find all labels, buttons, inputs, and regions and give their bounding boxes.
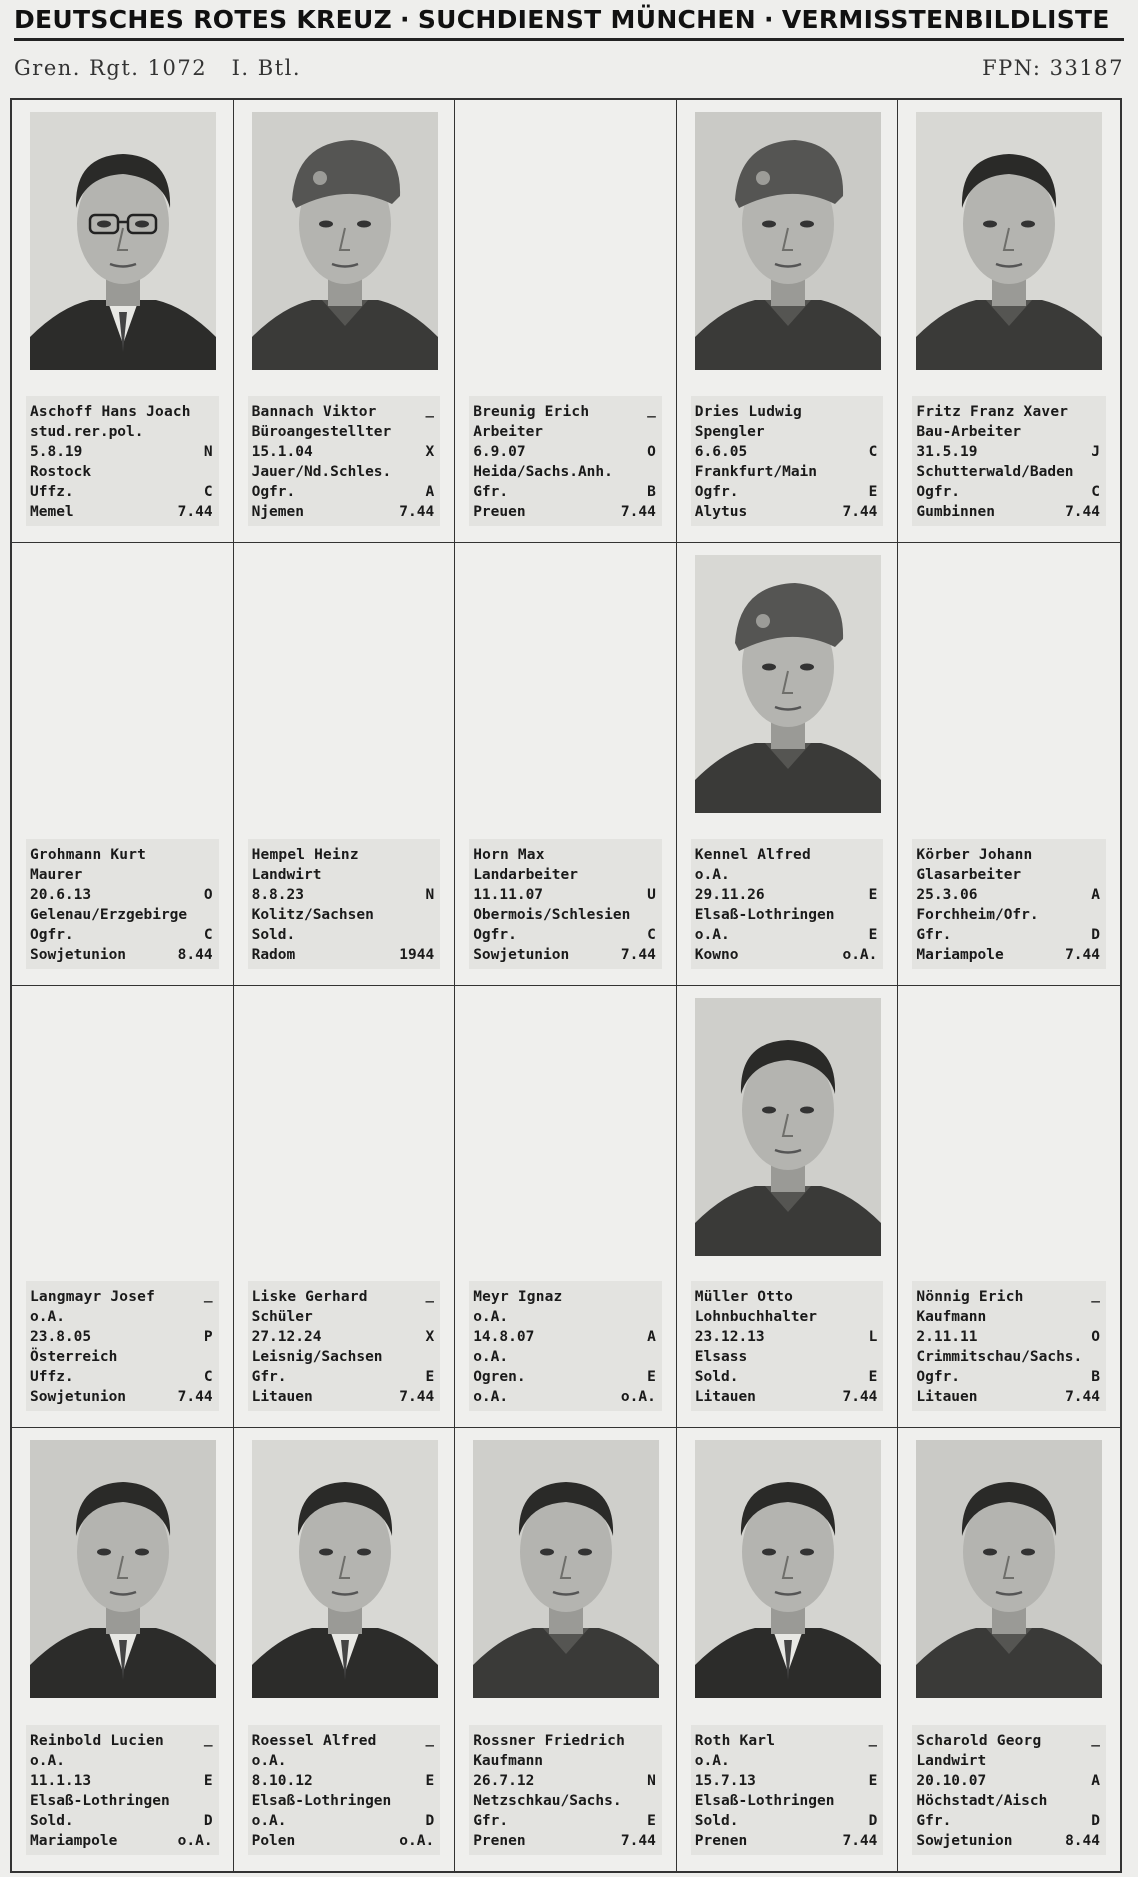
field-post-number: FPN: 33187 [982, 56, 1124, 80]
military-rank: Gfr. [916, 1813, 952, 1829]
person-info [469, 396, 662, 526]
missing-date: 7.44 [842, 503, 878, 520]
person-name: Liske Gerhard [251, 1289, 368, 1306]
portrait-photo [30, 112, 216, 370]
grade-code: C [203, 483, 213, 500]
person-occupation: Schüler [251, 1309, 313, 1326]
portrait-photo [473, 1440, 659, 1698]
birth-place: Österreich [30, 1349, 118, 1366]
index-code: N [425, 886, 435, 903]
person-card [12, 1428, 234, 1871]
birth-date: 15.1.04 [251, 443, 313, 460]
person-info [469, 1725, 662, 1855]
person-card [677, 100, 899, 543]
dash-mark: _ [1091, 1731, 1100, 1747]
birth-date: 23.12.13 [694, 1329, 765, 1346]
person-card [234, 986, 456, 1429]
missing-date: 7.44 [1065, 503, 1100, 520]
index-code: O [1091, 1329, 1100, 1346]
missing-persons-grid [10, 98, 1122, 1873]
last-known-place: Njemen [251, 503, 304, 520]
portrait-photo [695, 1440, 881, 1698]
military-rank: Gfr. [251, 1369, 287, 1386]
header-separator: · [764, 5, 774, 34]
unit-line [14, 56, 1124, 86]
birth-date: 15.7.13 [694, 1773, 756, 1789]
person-name: Dries Ludwig [694, 403, 802, 420]
grade-code: C [203, 1369, 213, 1386]
birth-place: Elsaß-Lothringen [30, 1793, 170, 1809]
last-known-place: Alytus [694, 503, 748, 520]
person-occupation: o.A. [30, 1753, 65, 1769]
person-info [26, 1725, 219, 1855]
index-code: N [203, 443, 213, 460]
person-card [677, 986, 899, 1429]
missing-date: 7.44 [177, 1389, 213, 1406]
person-occupation: Landwirt [916, 1753, 987, 1769]
person-occupation: Landwirt [251, 866, 322, 883]
military-rank: Uffz. [30, 1369, 74, 1386]
military-rank: Gfr. [473, 483, 509, 500]
index-code: C [868, 443, 878, 460]
person-info [691, 839, 884, 969]
header-title-right: VERMISSTENBILDLISTE [781, 5, 1110, 34]
person-name: Roth Karl [694, 1733, 776, 1749]
birth-place: Kolitz/Sachsen [251, 906, 374, 923]
birth-place: Gelenau/Erzgebirge [30, 906, 188, 923]
last-known-place: Mariampole [916, 946, 1004, 963]
dash-mark: _ [425, 1287, 435, 1304]
last-known-place: Sowjetunion [916, 1833, 1013, 1849]
missing-date: 1944 [399, 946, 435, 963]
military-rank: o.A. [251, 1813, 287, 1829]
birth-place: Rostock [30, 463, 92, 480]
person-card [677, 543, 899, 986]
index-code: J [1091, 443, 1100, 460]
birth-place: Elsaß-Lothringen [694, 906, 835, 923]
portrait-photo [252, 112, 438, 370]
military-rank: Ogfr. [916, 483, 961, 500]
person-card [234, 543, 456, 986]
birth-place: Netzschkau/Sachs. [473, 1793, 622, 1809]
missing-date: 7.44 [399, 503, 435, 520]
missing-date: 7.44 [620, 946, 656, 963]
missing-date: 7.44 [620, 1833, 656, 1849]
person-card [898, 543, 1120, 986]
person-occupation: o.A. [694, 866, 730, 883]
index-code: O [203, 886, 213, 903]
missing-date: 7.44 [842, 1389, 878, 1406]
header-title-mid: SUCHDIENST MÜNCHEN [417, 5, 757, 34]
grade-code: D [1091, 926, 1100, 943]
birth-date: 2.11.11 [916, 1329, 978, 1346]
birth-place: Frankfurt/Main [694, 463, 818, 480]
birth-date: 6.9.07 [473, 443, 526, 460]
index-code: E [868, 886, 878, 903]
military-rank: Gfr. [473, 1813, 509, 1829]
person-name: Breunig Erich [473, 403, 590, 420]
birth-date: 14.8.07 [473, 1329, 535, 1346]
person-name: Reinbold Lucien [30, 1733, 164, 1749]
person-card [898, 986, 1120, 1429]
dash-mark: _ [868, 1731, 878, 1747]
birth-date: 25.3.06 [916, 886, 978, 903]
birth-date: 29.11.26 [694, 886, 765, 903]
person-occupation: Kaufmann [916, 1309, 987, 1326]
birth-place: Elsass [694, 1349, 748, 1366]
birth-place: Obermois/Schlesien [473, 906, 631, 923]
person-card [455, 986, 677, 1429]
missing-date: 7.44 [1065, 1389, 1100, 1406]
military-rank: Ogfr. [30, 926, 74, 943]
index-code: P [203, 1329, 213, 1346]
birth-place: Crimmitschau/Sachs. [916, 1349, 1083, 1366]
grade-code: D [203, 1813, 213, 1829]
birth-place: Jauer/Nd.Schles. [251, 463, 392, 480]
index-code: E [425, 1773, 435, 1789]
person-info [248, 839, 441, 969]
last-known-place: Prenen [473, 1833, 526, 1849]
index-code: L [868, 1329, 878, 1346]
person-occupation: Kaufmann [473, 1753, 544, 1769]
person-occupation: o.A. [30, 1309, 65, 1326]
missing-date: o.A. [399, 1833, 435, 1849]
index-code: U [647, 886, 656, 903]
birth-date: 26.7.12 [473, 1773, 535, 1789]
person-name: Grohmann Kurt [30, 846, 147, 863]
military-rank: Ogren. [473, 1369, 526, 1386]
index-code: A [1091, 1773, 1100, 1789]
last-known-place: Polen [251, 1833, 296, 1849]
military-rank: Ogfr. [251, 483, 296, 500]
birth-date: 6.6.05 [694, 443, 748, 460]
grade-code: A [425, 483, 435, 500]
person-info [912, 839, 1106, 969]
person-name: Bannach Viktor [251, 403, 377, 420]
birth-date: 20.6.13 [30, 886, 92, 903]
person-occupation: Landarbeiter [473, 866, 578, 883]
grade-code: D [1091, 1813, 1100, 1829]
portrait-photo [252, 1440, 438, 1698]
dash-mark: _ [1091, 1287, 1100, 1304]
person-occupation: Arbeiter [473, 423, 544, 440]
military-rank: Ogfr. [473, 926, 517, 943]
index-code: N [647, 1773, 656, 1789]
last-known-place: Sowjetunion [30, 946, 127, 963]
birth-date: 11.1.13 [30, 1773, 92, 1789]
last-known-place: Litauen [916, 1389, 978, 1406]
person-occupation: o.A. [473, 1309, 509, 1326]
person-name: Meyr Ignaz [473, 1289, 563, 1306]
birth-place: Leisnig/Sachsen [251, 1349, 383, 1366]
grade-code: D [868, 1813, 878, 1829]
person-info [26, 1281, 219, 1411]
military-rank: Sold. [251, 926, 296, 943]
last-known-place: Prenen [694, 1833, 748, 1849]
birth-date: 8.8.23 [251, 886, 304, 903]
portrait-photo [695, 112, 881, 370]
grade-code: C [203, 926, 213, 943]
grade-code: C [1091, 483, 1100, 500]
person-occupation: Glasarbeiter [916, 866, 1022, 883]
military-rank: o.A. [694, 926, 730, 943]
person-card [455, 100, 677, 543]
person-info [26, 839, 219, 969]
grade-code: B [647, 483, 656, 500]
portrait-photo [695, 998, 881, 1256]
military-rank: Sold. [30, 1813, 74, 1829]
person-card [455, 543, 677, 986]
missing-date: o.A. [620, 1389, 656, 1406]
person-occupation: Spengler [694, 423, 765, 440]
person-name: Fritz Franz Xaver [916, 403, 1069, 420]
person-card [455, 1428, 677, 1871]
person-card [898, 1428, 1120, 1871]
person-name: Aschoff Hans Joach [30, 403, 191, 420]
military-rank: Ogfr. [916, 1369, 961, 1386]
birth-place: Elsaß-Lothringen [251, 1793, 392, 1809]
missing-date: 8.44 [177, 946, 213, 963]
person-card [234, 1428, 456, 1871]
missing-date: o.A. [177, 1833, 213, 1849]
grade-code: B [1091, 1369, 1100, 1386]
grade-code: E [647, 1369, 656, 1386]
index-code: E [868, 1773, 878, 1789]
person-occupation: Lohnbuchhalter [694, 1309, 818, 1326]
last-known-place: Mariampole [30, 1833, 118, 1849]
person-name: Roessel Alfred [251, 1733, 377, 1749]
last-known-place: Sowjetunion [473, 946, 570, 963]
person-name: Körber Johann [916, 846, 1033, 863]
index-code: E [203, 1773, 213, 1789]
grade-code: E [868, 1369, 878, 1386]
person-info [912, 396, 1106, 526]
missing-date: o.A. [842, 946, 878, 963]
person-info [469, 1281, 662, 1411]
person-info [912, 1725, 1106, 1855]
index-code: O [647, 443, 656, 460]
birth-date: 5.8.19 [30, 443, 83, 460]
person-info [691, 396, 884, 526]
birth-place: o.A. [473, 1349, 509, 1366]
missing-date: 7.44 [842, 1833, 878, 1849]
person-name: Scharold Georg [916, 1733, 1042, 1749]
dash-mark: _ [203, 1731, 213, 1747]
header-title-left: DEUTSCHES ROTES KREUZ [14, 5, 393, 34]
dash-mark: _ [425, 401, 435, 418]
missing-date: 7.44 [399, 1389, 435, 1406]
portrait-photo [30, 1440, 216, 1698]
person-info [691, 1725, 884, 1855]
last-known-place: Kowno [694, 946, 739, 963]
person-occupation: Büroangestellter [251, 423, 392, 440]
person-info [912, 1281, 1106, 1411]
missing-date: 7.44 [1065, 946, 1100, 963]
person-occupation: o.A. [694, 1753, 730, 1769]
last-known-place: Radom [251, 946, 296, 963]
person-info [469, 839, 662, 969]
birth-date: 31.5.19 [916, 443, 978, 460]
military-rank: Uffz. [30, 483, 74, 500]
person-info [248, 396, 441, 526]
person-name: Nönnig Erich [916, 1289, 1024, 1306]
grade-code: E [868, 926, 878, 943]
person-occupation: o.A. [251, 1753, 287, 1769]
person-card [234, 100, 456, 543]
missing-date: 8.44 [1065, 1833, 1100, 1849]
person-name: Horn Max [473, 846, 545, 863]
person-occupation: Maurer [30, 866, 83, 883]
birth-date: 11.11.07 [473, 886, 544, 903]
grade-code: E [868, 483, 878, 500]
person-name: Langmayr Josef [30, 1289, 156, 1306]
grade-code: E [647, 1813, 656, 1829]
portrait-photo [695, 555, 881, 813]
person-card [677, 1428, 899, 1871]
person-card [12, 543, 234, 986]
person-info [248, 1281, 441, 1411]
unit-designation: Gren. Rgt. 1072 I. Btl. [14, 56, 302, 80]
last-known-place: Litauen [694, 1389, 756, 1406]
person-info [248, 1725, 441, 1855]
person-name: Rossner Friedrich [473, 1733, 625, 1749]
missing-date: 7.44 [620, 503, 656, 520]
person-name: Hempel Heinz [251, 846, 359, 863]
birth-date: 8.10.12 [251, 1773, 313, 1789]
birth-date: 23.8.05 [30, 1329, 92, 1346]
dash-mark: _ [425, 1731, 435, 1747]
index-code: X [425, 443, 435, 460]
birth-date: 27.12.24 [251, 1329, 322, 1346]
portrait-photo [916, 112, 1102, 370]
last-known-place: Litauen [251, 1389, 313, 1406]
last-known-place: Memel [30, 503, 74, 520]
grade-code: E [425, 1369, 435, 1386]
person-occupation: Bau-Arbeiter [916, 423, 1022, 440]
military-rank: Sold. [694, 1813, 739, 1829]
portrait-photo [916, 1440, 1102, 1698]
page-header [14, 4, 1124, 41]
person-occupation: stud.rer.pol. [30, 423, 144, 440]
birth-place: Schutterwald/Baden [916, 463, 1074, 480]
birth-place: Heida/Sachs.Anh. [473, 463, 613, 480]
military-rank: Sold. [694, 1369, 739, 1386]
missing-date: 7.44 [177, 503, 213, 520]
index-code: A [647, 1329, 656, 1346]
last-known-place: Gumbinnen [916, 503, 995, 520]
birth-place: Höchstadt/Aisch [916, 1793, 1048, 1809]
last-known-place: o.A. [473, 1389, 509, 1406]
last-known-place: Sowjetunion [30, 1389, 127, 1406]
last-known-place: Preuen [473, 503, 526, 520]
person-info [691, 1281, 884, 1411]
birth-date: 20.10.07 [916, 1773, 987, 1789]
person-card [12, 986, 234, 1429]
person-card [898, 100, 1120, 543]
birth-place: Forchheim/Ofr. [916, 906, 1039, 923]
index-code: A [1091, 886, 1100, 903]
dash-mark: _ [203, 1287, 213, 1304]
person-card [12, 100, 234, 543]
grade-code: C [647, 926, 656, 943]
person-name: Müller Otto [694, 1289, 794, 1306]
military-rank: Gfr. [916, 926, 952, 943]
header-separator: · [400, 5, 410, 34]
military-rank: Ogfr. [694, 483, 739, 500]
birth-place: Elsaß-Lothringen [694, 1793, 835, 1809]
person-info [26, 396, 219, 526]
grade-code: D [425, 1813, 435, 1829]
index-code: X [425, 1329, 435, 1346]
person-name: Kennel Alfred [694, 846, 811, 863]
dash-mark: _ [647, 401, 656, 418]
